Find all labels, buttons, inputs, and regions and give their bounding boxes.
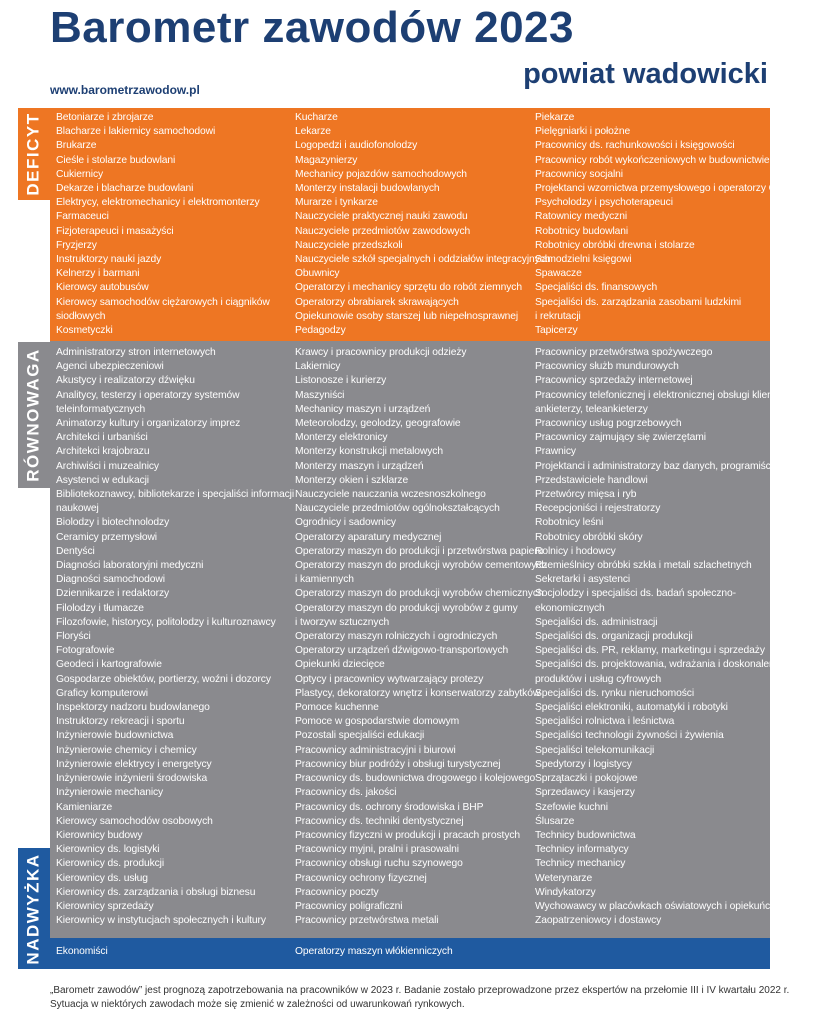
occupation-item: Pracownicy socjalni xyxy=(535,168,623,180)
occupation-item: Blacharze i lakiernicy samochodowi xyxy=(56,126,216,138)
occupation-item: Prawnicy xyxy=(535,446,576,458)
occupation-item: Sprzedawcy i kasjerzy xyxy=(535,787,635,799)
occupation-item: Nauczyciele przedmiotów zawodowych xyxy=(295,225,471,237)
occupation-item: Specjaliści ds. administracji xyxy=(535,616,658,628)
occupation-item: Socjolodzy i specjaliści ds. badań społeczno- xyxy=(535,588,736,600)
occupation-item: Inżynierowie inżynierii środowiska xyxy=(56,773,208,785)
occupation-item: Cieśle i stolarze budowlani xyxy=(56,154,176,166)
occupation-item: Pracownicy administracyjni i biurowi xyxy=(295,744,456,756)
occupation-item: Przedstawiciele handlowi xyxy=(535,474,648,486)
occupation-item: Filolodzy i tłumacze xyxy=(56,602,144,614)
occupation-item: Betoniarze i zbrojarze xyxy=(56,112,154,123)
occupation-item: Operatorzy maszyn rolniczych i ogrodniczych xyxy=(295,631,498,643)
occupation-item: Pracownicy poczty xyxy=(295,886,379,898)
occupation-item: Rolnicy i hodowcy xyxy=(535,545,616,557)
page-subtitle: powiat wadowicki xyxy=(523,58,768,90)
occupation-item: Murarze i tynkarze xyxy=(295,197,378,209)
occupation-item: Opiekunki dziecięce xyxy=(295,659,385,671)
occupation-item: Nauczyciele praktycznej nauki zawodu xyxy=(295,211,468,223)
occupation-item: Fizjoterapeuci i masażyści xyxy=(56,225,174,237)
deficyt-label xyxy=(18,108,50,200)
occupation-item: Specjaliści elektroniki, automatyki i robotyki xyxy=(535,702,728,714)
occupation-item: Specjaliści ds. organizacji produkcji xyxy=(535,631,693,643)
occupation-item: Operatorzy aparatury medycznej xyxy=(295,531,442,543)
occupation-item: Operatorzy maszyn włókienniczych xyxy=(295,946,453,957)
footer-note xyxy=(50,984,790,1011)
occupation-item: Diagności samochodowi xyxy=(56,574,165,586)
occupation-item: Monterzy konstrukcji metalowych xyxy=(295,446,443,458)
occupation-item: Kierowcy samochodów osobowych xyxy=(56,815,213,827)
occupation-item: Biolodzy i biotechnolodzy xyxy=(56,517,170,529)
occupation-item: Operatorzy maszyn do produkcji wyrobów chemicznych xyxy=(295,588,544,600)
occupation-item: Dziennikarze i redaktorzy xyxy=(56,588,170,600)
occupation-item: Graficy komputerowi xyxy=(56,687,148,699)
occupation-item: Meteorolodzy, geolodzy, geografowie xyxy=(295,418,461,430)
occupation-item: Opiekunowie osoby starszej lub niepełnosprawnej xyxy=(295,310,519,322)
occupation-item: Monterzy elektronicy xyxy=(295,432,388,444)
occupation-item: Kucharze xyxy=(295,112,338,123)
occupation-item: Spedytorzy i logistycy xyxy=(535,758,632,770)
occupation-item: Architekci krajobrazu xyxy=(56,446,150,458)
occupation-item: Robotnicy leśni xyxy=(535,517,604,529)
occupation-item: Kierowcy autobusów xyxy=(56,282,149,294)
occupation-item: Analitycy, testerzy i operatorzy systemów xyxy=(56,389,240,401)
occupation-item: Inżynierowie budownictwa xyxy=(56,730,174,742)
occupation-item: Inspektorzy nadzoru budowlanego xyxy=(56,702,210,714)
occupation-item: Gospodarze obiektów, portierzy, woźni i dozorcy xyxy=(56,673,271,685)
occupation-item: ankieterzy, teleankieterzy xyxy=(535,403,648,415)
occupation-item: Farmaceuci xyxy=(56,211,109,223)
deficyt-label-text: DEFICYT xyxy=(24,112,44,196)
occupation-item: Pracownicy przetwórstwa spożywczego xyxy=(535,347,713,358)
occupation-item: teleinformatycznych xyxy=(56,403,146,415)
occupation-item: Monterzy okien i szklarze xyxy=(295,474,409,486)
occupation-item: Kierownicy ds. usług xyxy=(56,872,148,884)
page-title: Barometr zawodów 2023 xyxy=(50,3,574,52)
occupation-item: Ekonomiści xyxy=(56,946,108,957)
occupation-item: Operatorzy maszyn do produkcji wyrobów cementowych xyxy=(295,560,547,572)
occupation-item: Technicy informatycy xyxy=(535,844,629,856)
occupation-item: Inżynierowie elektrycy i energetycy xyxy=(56,758,212,770)
occupation-item: Technicy mechanicy xyxy=(535,858,626,870)
occupation-item: Magazynierzy xyxy=(295,154,358,166)
occupation-item: Instruktorzy nauki jazdy xyxy=(56,254,162,266)
footer-line-1: „Barometr zawodów” jest prognozą zapotrzebowania na pracowników w 2023 r. Badanie zostało przeprowadzone przez ekspertów na przełomie III i IV kwartału 2022 r. xyxy=(50,985,790,996)
occupation-item: i tworzyw sztucznych xyxy=(295,616,390,628)
occupation-item: Listonosze i kurierzy xyxy=(295,375,387,387)
occupation-item: Ratownicy medyczni xyxy=(535,211,628,223)
deficyt-column-1 xyxy=(56,111,270,338)
occupation-item: naukowej xyxy=(56,503,99,515)
occupation-item: Pracownicy biur podróży i obsługi turystycznej xyxy=(295,758,501,770)
occupation-item: Pracownicy ds. budownictwa drogowego i kolejowego xyxy=(295,773,536,785)
occupation-item: Logopedzi i audiofonolodzy xyxy=(295,140,418,152)
occupation-item: Asystenci w edukacji xyxy=(56,474,150,486)
occupation-item: Plastycy, dekoratorzy wnętrz i konserwatorzy zabytków xyxy=(295,687,541,699)
occupation-item: Sprzątaczki i pokojowe xyxy=(535,773,638,785)
occupation-item: Nauczyciele nauczania wczesnoszkolnego xyxy=(295,489,486,501)
occupation-item: Specjaliści ds. rynku nieruchomości xyxy=(535,687,695,699)
occupation-item: Tapicerzy xyxy=(535,325,578,337)
occupation-item: Sekretarki i asystenci xyxy=(535,574,631,586)
occupation-item: Maszyniści xyxy=(295,389,345,401)
occupation-item: Fotografowie xyxy=(56,645,115,657)
occupation-item: Optycy i pracownicy wytwarzający protezy xyxy=(295,673,484,685)
occupation-item: Operatorzy urządzeń dźwigowo-transportowych xyxy=(295,645,509,657)
occupation-item: Dentyści xyxy=(56,545,95,557)
occupation-item: Administratorzy stron internetowych xyxy=(56,347,216,358)
occupation-item: Specjaliści telekomunikacji xyxy=(535,744,655,756)
nadwyzka-label xyxy=(18,848,50,969)
occupation-item: Specjaliści ds. PR, reklamy, marketingu i sprzedaży xyxy=(535,645,765,657)
occupation-item: Pracownicy obsługi ruchu szynowego xyxy=(295,858,463,870)
occupation-item: Bibliotekoznawcy, bibliotekarze i specjaliści informacji xyxy=(56,489,295,501)
rownowaga-label xyxy=(18,342,50,488)
occupation-item: Specjaliści rolnictwa i leśnictwa xyxy=(535,716,675,728)
occupation-item: i kamiennych xyxy=(295,574,354,586)
occupation-item: Robotnicy obróbki skóry xyxy=(535,531,643,543)
occupation-item: Robotnicy budowlani xyxy=(535,225,629,237)
occupation-item: Specjaliści ds. zarządzania zasobami ludzkimi xyxy=(535,296,742,308)
occupation-item: Fryzjerzy xyxy=(56,239,97,251)
occupation-item: Pracownicy ochrony fizycznej xyxy=(295,872,427,884)
occupation-item: Spawacze xyxy=(535,268,582,280)
occupation-item: Operatorzy maszyn do produkcji i przetwórstwa papieru xyxy=(295,545,544,557)
occupation-item: Pracownicy myjni, pralni i prasowalni xyxy=(295,844,459,856)
occupation-item: Pracownicy poligraficzni xyxy=(295,900,403,912)
deficyt-column-3 xyxy=(535,111,790,338)
occupation-item: Obuwnicy xyxy=(295,268,340,280)
occupation-item: Pracownicy robót wykończeniowych w budownictwie xyxy=(535,154,770,166)
occupation-item: Pomoce w gospodarstwie domowym xyxy=(295,716,460,728)
occupation-item: Operatorzy obrabiarek skrawających xyxy=(295,296,459,308)
occupation-item: Pedagodzy xyxy=(295,325,346,337)
occupation-item: i rekrutacji xyxy=(535,310,581,322)
occupation-item: Pracownicy ds. rachunkowości i księgowości xyxy=(535,140,735,152)
occupation-item: Pracownicy sprzedaży internetowej xyxy=(535,375,693,387)
occupation-item: Lekarze xyxy=(295,126,331,138)
occupation-item: Ślusarze xyxy=(535,815,575,827)
occupation-item: Nauczyciele przedszkoli xyxy=(295,239,403,251)
rownowaga-column-1 xyxy=(56,346,294,928)
occupation-item: Instruktorzy rekreacji i sportu xyxy=(56,716,185,728)
occupation-item: Brukarze xyxy=(56,140,97,152)
occupation-item: Wychowawcy w placówkach oświatowych i opiekuńczych xyxy=(535,900,791,912)
occupation-item: Akustycy i realizatorzy dźwięku xyxy=(56,375,195,387)
occupation-item: Pomoce kuchenne xyxy=(295,702,379,714)
occupation-item: Ceramicy przemysłowi xyxy=(56,531,157,543)
footer-line-2: Sytuacja w niektórych zawodach może się zmienić w zależności od uwarunkowań rynkowych. xyxy=(50,998,465,1010)
occupation-item: Kierowcy samochodów ciężarowych i ciągników xyxy=(56,296,270,308)
occupation-item: Specjaliści technologii żywności i żywienia xyxy=(535,730,724,742)
rownowaga-column-3 xyxy=(535,346,791,928)
occupation-item: Samodzielni księgowi xyxy=(535,254,632,266)
occupation-item: Ogrodnicy i sadownicy xyxy=(295,517,396,529)
occupation-item: Inżynierowie mechanicy xyxy=(56,787,164,799)
occupation-item: Operatorzy maszyn do produkcji wyrobów z gumy xyxy=(295,602,518,614)
nadwyzka-column-1 xyxy=(56,945,108,959)
occupation-item: Pielęgniarki i położne xyxy=(535,126,631,138)
occupation-item: Kierownicy sprzedaży xyxy=(56,900,154,912)
occupation-item: Pozostali specjaliści edukacji xyxy=(295,730,425,742)
occupation-item: Kamieniarze xyxy=(56,801,113,813)
occupation-item: Psycholodzy i psychoterapeuci xyxy=(535,197,673,209)
occupation-item: Nauczyciele szkół specjalnych i oddziałów integracyjnych xyxy=(295,254,551,266)
occupation-item: Pracownicy fizyczni w produkcji i pracach prostych xyxy=(295,829,521,841)
occupation-item: Rzemieślnicy obróbki szkła i metali szlachetnych xyxy=(535,560,752,572)
deficyt-column-2 xyxy=(295,111,550,338)
occupation-item: Floryści xyxy=(56,631,91,643)
rownowaga-column-2 xyxy=(295,346,547,928)
occupation-item: Lakiernicy xyxy=(295,361,341,373)
occupation-item: Weterynarze xyxy=(535,872,593,884)
occupation-item: Pracownicy ds. ochrony środowiska i BHP xyxy=(295,801,484,813)
occupation-item: Pracownicy ds. jakości xyxy=(295,787,397,799)
nadwyzka-column-2 xyxy=(295,945,453,959)
occupation-item: Kelnerzy i barmani xyxy=(56,268,140,280)
occupation-item: Kierownicy ds. produkcji xyxy=(56,858,165,870)
occupation-item: Technicy budownictwa xyxy=(535,829,636,841)
occupation-item: Mechanicy maszyn i urządzeń xyxy=(295,403,431,415)
occupation-item: Robotnicy obróbki drewna i stolarze xyxy=(535,239,695,251)
occupation-item: Monterzy instalacji budowlanych xyxy=(295,183,440,195)
occupation-item: Kierownicy ds. zarządzania i obsługi biznesu xyxy=(56,886,256,898)
occupation-item: siodłowych xyxy=(56,310,106,322)
occupation-item: Diagności laboratoryjni medyczni xyxy=(56,560,204,572)
occupation-item: Nauczyciele przedmiotów ogólnokształcących xyxy=(295,503,500,515)
occupation-item: Dekarze i blacharze budowlani xyxy=(56,183,194,195)
occupation-item: Mechanicy pojazdów samochodowych xyxy=(295,168,467,180)
occupation-item: Monterzy maszyn i urządzeń xyxy=(295,460,424,472)
rownowaga-label-text: RÓWNOWAGA xyxy=(24,348,43,482)
occupation-item: Agenci ubezpieczeniowi xyxy=(56,361,164,373)
occupation-item: Zaopatrzeniowcy i dostawcy xyxy=(535,915,662,927)
occupation-item: Kierownicy budowy xyxy=(56,829,143,841)
occupation-item: Projektanci i administratorzy baz danych, programiści xyxy=(535,460,773,472)
occupation-item: Specjaliści ds. finansowych xyxy=(535,282,658,294)
occupation-item: Cukiernicy xyxy=(56,168,104,180)
occupation-item: Pracownicy zajmujący się zwierzętami xyxy=(535,432,706,444)
occupation-item: Archiwiści i muzealnicy xyxy=(56,460,159,472)
occupation-item: Recepcjoniści i rejestratorzy xyxy=(535,503,661,515)
occupation-item: Animatorzy kultury i organizatorzy imprez xyxy=(56,418,241,430)
occupation-item: Windykatorzy xyxy=(535,886,596,898)
occupation-item: Kosmetyczki xyxy=(56,325,113,337)
occupation-item: Krawcy i pracownicy produkcji odzieży xyxy=(295,347,467,358)
occupation-item: Inżynierowie chemicy i chemicy xyxy=(56,744,197,756)
occupation-item: Kierownicy ds. logistyki xyxy=(56,844,160,856)
occupation-item: Projektanci wzornictwa przemysłowego i operatorzy CAD xyxy=(535,183,791,195)
occupation-item: Pracownicy usług pogrzebowych xyxy=(535,418,682,430)
occupation-item: Przetwórcy mięsa i ryb xyxy=(535,489,637,501)
occupation-item: ekonomicznych xyxy=(535,602,605,614)
occupation-item: Kierownicy w instytucjach społecznych i kultury xyxy=(56,915,266,927)
occupation-item: produktów i usług cyfrowych xyxy=(535,673,662,685)
occupation-item: Architekci i urbaniści xyxy=(56,432,148,444)
occupation-item: Elektrycy, elektromechanicy i elektromonterzy xyxy=(56,197,260,209)
occupation-item: Piekarze xyxy=(535,112,575,123)
occupation-item: Pracownicy przetwórstwa metali xyxy=(295,915,439,927)
occupation-item: Szefowie kuchni xyxy=(535,801,608,813)
website-url[interactable]: www.barometrzawodow.pl xyxy=(50,83,200,97)
occupation-item: Pracownicy służb mundurowych xyxy=(535,361,679,373)
occupation-item: Specjaliści ds. projektowania, wdrażania i doskonalenia xyxy=(535,659,783,671)
occupation-item: Geodeci i kartografowie xyxy=(56,659,162,671)
nadwyzka-label-text: NADWYŻKA xyxy=(24,852,43,965)
occupation-item: Operatorzy i mechanicy sprzętu do robót ziemnych xyxy=(295,282,522,294)
occupation-item: Filozofowie, historycy, politolodzy i kulturoznawcy xyxy=(56,616,276,628)
occupation-item: Pracownicy ds. techniki dentystycznej xyxy=(295,815,464,827)
occupation-item: Pracownicy telefonicznej i elektronicznej obsługi klienta, xyxy=(535,389,784,401)
